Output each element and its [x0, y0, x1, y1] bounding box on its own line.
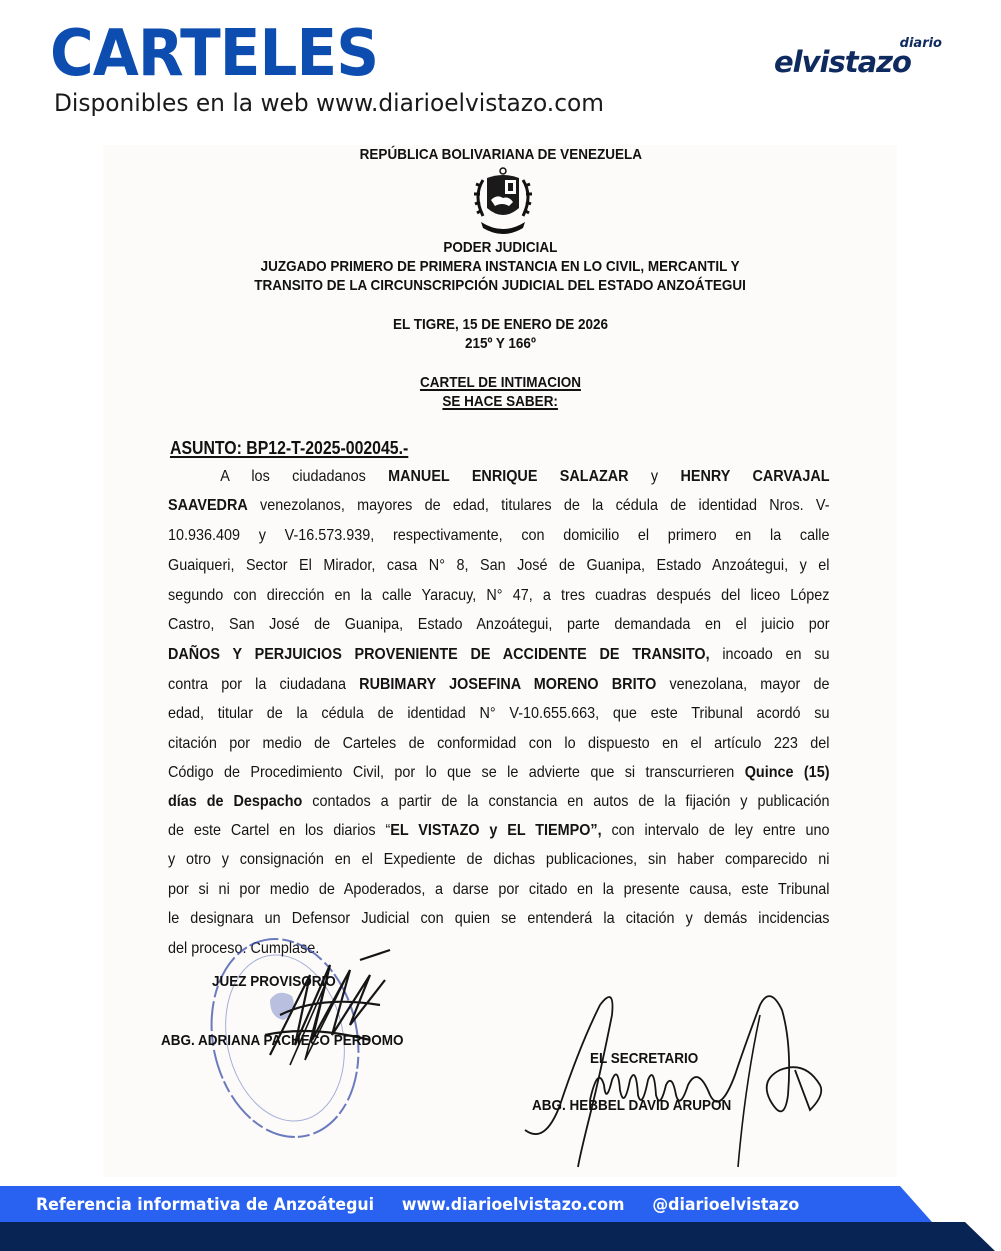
- judge-signature: [250, 945, 400, 1075]
- body-line: [168, 556, 829, 576]
- body-line: [168, 909, 829, 929]
- footer-navy-band: [0, 1222, 995, 1251]
- body-text: y: [628, 468, 681, 485]
- body-text: 10.936.409 y V-16.573.939, respectivamente, con domicilio el primero en la calle: [168, 527, 830, 544]
- body-line: [168, 763, 829, 783]
- body-text: con intervalo de ley entre uno: [601, 822, 830, 839]
- page-subtitle: Disponibles en la web www.diarioelvistazo.com: [54, 89, 604, 117]
- body-text: venezolana, mayor de: [656, 676, 830, 693]
- body-text: por si ni por medio de Apoderados, a darse por citado en la presente causa, este Tribunal: [168, 881, 830, 898]
- judge-name: ABG. ADRIANA PACHECO PERDOMO: [161, 1032, 404, 1049]
- footer-social-handle[interactable]: @diarioelvistazo: [652, 1195, 800, 1215]
- case-number: ASUNTO: BP12-T-2025-002045.-: [170, 438, 409, 458]
- body-bold-text: RUBIMARY JOSEFINA MORENO BRITO: [359, 676, 657, 693]
- logo-main-text: elvistazo: [774, 45, 911, 79]
- secretary-name: ABG. HEBBEL DAVID ARUPON: [532, 1097, 732, 1114]
- body-bold-text: Quince (15): [744, 764, 830, 781]
- body-text: y otro y consignación en el Expediente de dichas publicaciones, sin haber comparecido ni: [168, 851, 830, 868]
- brand-logo: [770, 30, 950, 90]
- body-text: le designara un Defensor Judicial con quien se entenderá la citación y demás incidencias: [168, 910, 830, 927]
- body-line: [168, 586, 829, 606]
- country-heading: REPÚBLICA BOLIVARIANA DE VENEZUELA: [359, 146, 642, 163]
- body-line: [168, 645, 829, 665]
- body-text: incoado en su: [709, 646, 830, 663]
- body-line-text: [168, 496, 830, 516]
- body-line-text: [168, 556, 830, 576]
- body-line-text: [168, 763, 830, 783]
- logo-small-text: diario: [899, 36, 942, 51]
- body-line-text: [168, 586, 830, 606]
- footer-website-link[interactable]: www.diarioelvistazo.com: [401, 1195, 625, 1215]
- body-line: [168, 526, 829, 546]
- body-bold-text: MANUEL ENRIQUE SALAZAR: [388, 468, 629, 485]
- body-line-text: [168, 792, 830, 812]
- body-line: [168, 704, 829, 724]
- body-text: Código de Procedimiento Civil, por lo que se le advierte que si transcurrieren: [168, 764, 745, 781]
- body-line: [168, 821, 829, 841]
- body-text: de este Cartel en los diarios “: [168, 822, 391, 839]
- body-line-text: [168, 880, 830, 900]
- body-line: [168, 675, 829, 695]
- body-bold-text: SAAVEDRA: [168, 497, 248, 514]
- body-line: [168, 850, 829, 870]
- secretary-title: EL SECRETARIO: [590, 1050, 699, 1067]
- body-text: citación por medio de Carteles de conformidad con lo dispuesto en el artículo 223 del: [168, 735, 830, 752]
- body-line: [168, 880, 829, 900]
- body-text: venezolanos, mayores de edad, titulares de la cédula de identidad Nros. V-: [247, 497, 830, 514]
- judge-title: JUEZ PROVISORIO: [212, 973, 336, 990]
- body-text: Castro, San José de Guanipa, Estado Anzoátegui, parte demandada en el juicio por: [168, 616, 830, 633]
- body-text: Guaiqueri, Sector El Mirador, casa N° 8, San José de Guanipa, Estado Anzoátegui, y el: [168, 557, 830, 574]
- body-text: contra por la ciudadana: [168, 676, 360, 693]
- body-line: [168, 792, 829, 812]
- footer-text: [36, 1189, 822, 1221]
- notice-type-heading: CARTEL DE INTIMACION: [419, 374, 581, 391]
- court-heading-line1: JUZGADO PRIMERO DE PRIMERA INSTANCIA EN LO CIVIL, MERCANTIL Y: [260, 258, 741, 275]
- body-line-text: [168, 526, 830, 546]
- body-line-text: [168, 821, 830, 841]
- coat-of-arms-icon: [469, 166, 537, 238]
- body-line-text: [168, 645, 830, 665]
- body-line-text: [168, 850, 830, 870]
- body-line: [168, 467, 829, 487]
- branch-heading: PODER JUDICIAL: [443, 239, 558, 256]
- body-line-text: [168, 734, 830, 754]
- body-bold-text: días de Despacho: [168, 793, 303, 810]
- body-line-text: [168, 615, 830, 635]
- document-date: EL TIGRE, 15 DE ENERO DE 2026: [392, 316, 609, 333]
- body-bold-text: HENRY CARVAJAL: [680, 468, 830, 485]
- notice-subheading: SE HACE SABER:: [442, 393, 559, 410]
- body-line: [168, 734, 829, 754]
- body-line-text: [168, 675, 830, 695]
- court-heading-line2: TRANSITO DE LA CIRCUNSCRIPCIÓN JUDICIAL DEL ESTADO ANZOÁTEGUI: [254, 277, 747, 294]
- body-text: contados a partir de la constancia en autos de la fijación y publicación: [302, 793, 830, 810]
- body-line-text: [168, 704, 830, 724]
- body-text: segundo con dirección en la calle Yaracuy, N° 47, a tres cuadras después del liceo López: [168, 587, 830, 604]
- body-line-text: [168, 909, 830, 929]
- body-line: [168, 496, 829, 516]
- body-bold-text: EL VISTAZO y EL TIEMPO”,: [390, 822, 602, 839]
- footer-tagline: Referencia informativa de Anzoátegui: [36, 1195, 375, 1215]
- body-bold-text: DAÑOS Y PERJUICIOS PROVENIENTE DE ACCIDENTE DE TRANSITO,: [168, 646, 710, 663]
- body-line-text: [168, 467, 830, 487]
- body-text: del proceso. Cumplase.: [168, 940, 320, 957]
- body-text: edad, titular de la cédula de identidad N° V-10.655.663, que este Tribunal acordó su: [168, 705, 830, 722]
- page-title: CARTELES: [50, 17, 379, 91]
- document-years: 215º Y 166º: [465, 335, 536, 352]
- body-line: [168, 615, 829, 635]
- body-text: A los ciudadanos: [220, 468, 389, 485]
- secretary-signature: [520, 985, 840, 1170]
